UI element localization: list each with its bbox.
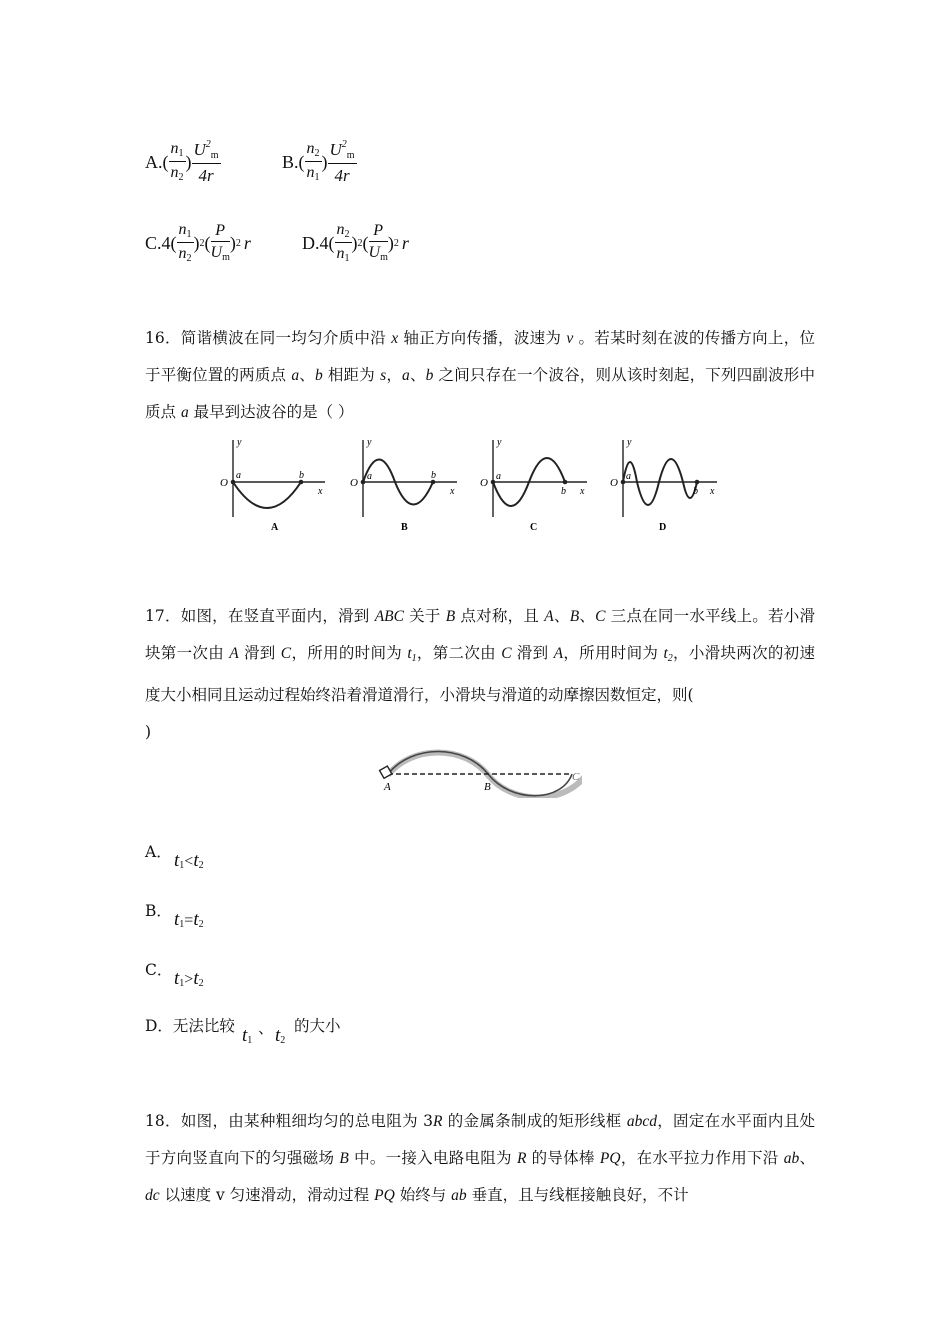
- point-b-label: b: [561, 486, 566, 497]
- q15-option-b: B. ( $\frac{n_2}{n_1}$ ) $\frac{U^2_m}{4r}$: [282, 139, 355, 185]
- q17-track-figure: [372, 748, 582, 798]
- origin-label: O: [610, 477, 618, 489]
- wave-graph-b: [350, 437, 457, 533]
- q15-option-d: D.4 ( $\frac{n_2}{n_1}$ ) 2 ( $\frac{P}{U_m}$ ) 2 r: [302, 221, 409, 264]
- point-b-label: b: [693, 486, 698, 497]
- q17-option-d-tail: 的大小: [294, 1017, 341, 1035]
- point-b-label: b: [299, 470, 304, 481]
- wave-graph-c: [480, 437, 587, 533]
- wave-graph-a: [220, 437, 325, 533]
- graph-label: B: [401, 522, 408, 533]
- q18-text: 18．如图，由某种粗细均匀的总电阻为 3R 的金属条制成的矩形线框 abcd，固定在水平面内且处于方向竖直向下的匀强磁场 B 中。一接入电路电阻为 R 的导体棒 PQ，在水平拉力作用下沿 ab、dc 以速度 v 匀速滑动，滑动过程 PQ 始终与 ab 垂直，且与线框接触良好，不计: [145, 1112, 816, 1204]
- x-axis-label: x: [580, 486, 585, 497]
- q17-option-a-expr: t1<t2: [174, 850, 204, 871]
- q17-option-a-label: A．: [145, 843, 172, 861]
- x-axis-label: x: [318, 486, 323, 497]
- q17-option-d-t1: t1: [242, 1025, 253, 1046]
- point-b-label: b: [431, 470, 436, 481]
- q17-text: 17．如图，在竖直平面内，滑到 ABC 关于 B 点对称，且 A、B、C 三点在同一水平线上。若小滑块第一次由 A 滑到 C，所用的时间为 t1，第二次由 C 滑到 A，所用时间为 t2，小滑块两次的初速度大小相同且运动过程始终沿着滑道滑行，小滑块与滑道的动摩擦因数恒定，则( ): [145, 607, 815, 741]
- point-a-label: a: [496, 471, 501, 482]
- graph-label: C: [530, 522, 538, 533]
- q16-wave-figures: [205, 432, 735, 540]
- graph-label: A: [271, 522, 279, 533]
- x-axis-label: x: [450, 486, 455, 497]
- wave-graph-d: [610, 437, 717, 533]
- origin-label: O: [220, 477, 228, 489]
- q17-option-b-label: B．: [145, 902, 172, 920]
- y-axis-label: y: [237, 437, 242, 448]
- y-axis-label: y: [627, 437, 632, 448]
- q16-text: 16．简谐横波在同一均匀介质中沿 x 轴正方向传播，波速为 v 。若某时刻在波的传播方向上，位于平衡位置的两质点 a、b 相距为 s，a、b 之间只存在一个波谷，则从该时刻起，下列四副波形中质点 a 最早到达波谷的是（ ）: [145, 329, 815, 421]
- q17-option-c-expr: t1>t2: [174, 968, 204, 989]
- y-axis-label: y: [497, 437, 502, 448]
- point-b-label: B: [484, 781, 491, 793]
- point-a-label: a: [626, 471, 631, 482]
- point-a-label: a: [367, 471, 372, 482]
- q15-option-a: A. ( $\frac{n_1}{n_2}$ ) $\frac{U^2_m}{4r}$: [145, 139, 219, 185]
- q17-option-d: D．无法比较: [145, 1017, 235, 1035]
- q17-option-d-sep: 、: [258, 1019, 274, 1037]
- graph-label: D: [659, 522, 667, 533]
- q17-option-c-label: C．: [145, 961, 173, 979]
- x-axis-label: x: [710, 486, 715, 497]
- q15-option-c: C.4 ( $\frac{n_1}{n_2}$ ) 2 ( $\frac{P}{U_m}$ ) 2 r: [145, 221, 251, 264]
- point-a-label: a: [236, 470, 241, 481]
- point-c-label: C: [572, 771, 580, 783]
- q17-option-b-expr: t1=t2: [174, 909, 204, 930]
- point-a-label: A: [384, 781, 391, 793]
- origin-label: O: [480, 477, 488, 489]
- origin-label: O: [350, 477, 358, 489]
- q17-option-d-t2: t2: [275, 1025, 286, 1046]
- y-axis-label: y: [367, 437, 372, 448]
